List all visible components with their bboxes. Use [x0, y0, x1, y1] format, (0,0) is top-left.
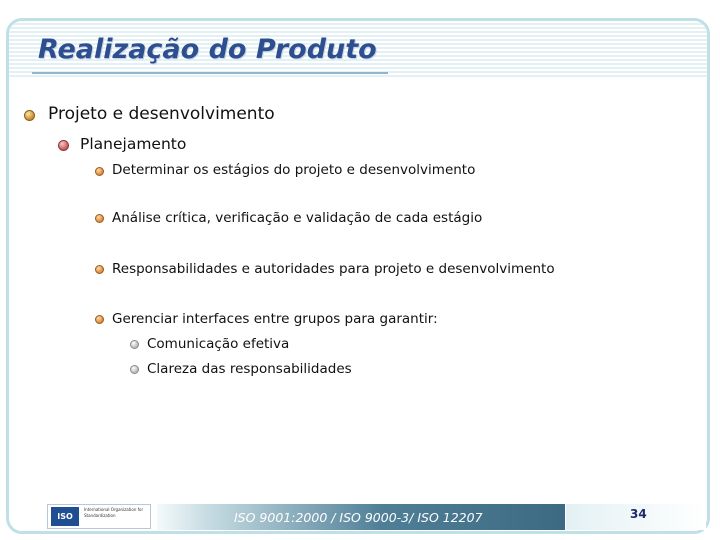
list-item-level3: Determinar os estágios do projeto e desenvolvimento	[112, 162, 476, 178]
footer-text: ISO 9001:2000 / ISO 9000-3/ ISO 12207	[234, 510, 483, 525]
list-item-level2: Planejamento	[80, 135, 187, 153]
list-item-level3: Responsabilidades e autoridades para projeto e desenvolvimento	[112, 261, 555, 277]
bullet-level1-icon	[24, 110, 35, 121]
bullet-level3-icon	[95, 315, 104, 324]
slide-title: Realização do Produto	[38, 34, 377, 65]
iso-logo	[47, 504, 151, 529]
iso-logo-caption: International Organization for Standardization	[84, 507, 144, 518]
title-underline	[32, 72, 388, 74]
page-number: 34	[630, 507, 647, 521]
bullet-level3-icon	[95, 265, 104, 274]
list-item-level4: Clareza das responsabilidades	[147, 361, 352, 377]
bullet-level4-icon	[130, 340, 139, 349]
list-item-level3: Análise crítica, verificação e validação de cada estágio	[112, 210, 483, 226]
bullet-level3-icon	[95, 214, 104, 223]
bullet-level2-icon	[58, 140, 69, 151]
list-item-level1: Projeto e desenvolvimento	[48, 104, 275, 124]
iso-logo-badge: ISO	[51, 507, 79, 526]
list-item-level4: Comunicação efetiva	[147, 336, 290, 352]
list-item-level3: Gerenciar interfaces entre grupos para garantir:	[112, 311, 438, 327]
bullet-level3-icon	[95, 167, 104, 176]
bullet-level4-icon	[130, 365, 139, 374]
